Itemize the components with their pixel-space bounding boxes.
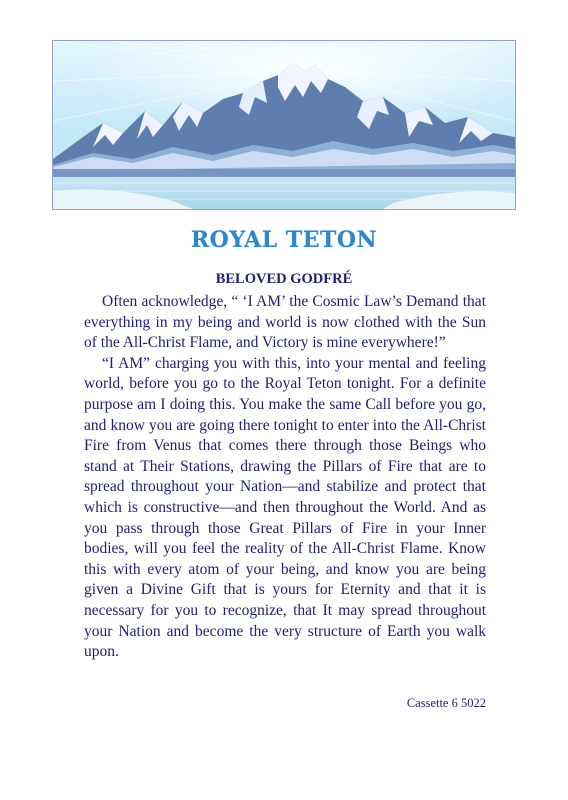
- paragraph: “I AM” charging you with this, into your mental and feeling world, before you go to the Royal Teton tonight. For a definite purpose am I doing this. You make the same Call before you go, and know you are going there tonight to enter into the All-Christ Fire from Venus that comes there through those Beings who stand at Their Stations, drawing the Pillars of Fire that are to spread throughout your Nation—and stabilize and protect that which is constructive—and then throughout the World. And as you pass through those Great Pillars of Fire in your Inner bodies, will you feel the reality of the All-Christ Flame. Know this with every atom of your being, and know you are being given a Divine Gift that is yours for Eternity and that it is necessary for you to recognize, that It may spread throughout your Nation and become the very structure of Earth you walk upon.: [84, 354, 486, 661]
- speaker-heading: BELOVED GODFRÉ: [215, 271, 353, 287]
- discourse-body: [84, 292, 486, 663]
- mountain-illustration: [53, 41, 515, 209]
- source-reference: Cassette 6 5022: [406, 696, 486, 710]
- mountain-banner-image: [52, 40, 516, 210]
- paragraph: Often acknowledge, “ ‘I AM’ the Cosmic Law’s Demand that everything in my being and world is now clothed with the Sun of the All-Christ Flame, and Victory is mine everywhere!”: [84, 293, 486, 352]
- page-title: ROYAL TETON: [190, 227, 378, 253]
